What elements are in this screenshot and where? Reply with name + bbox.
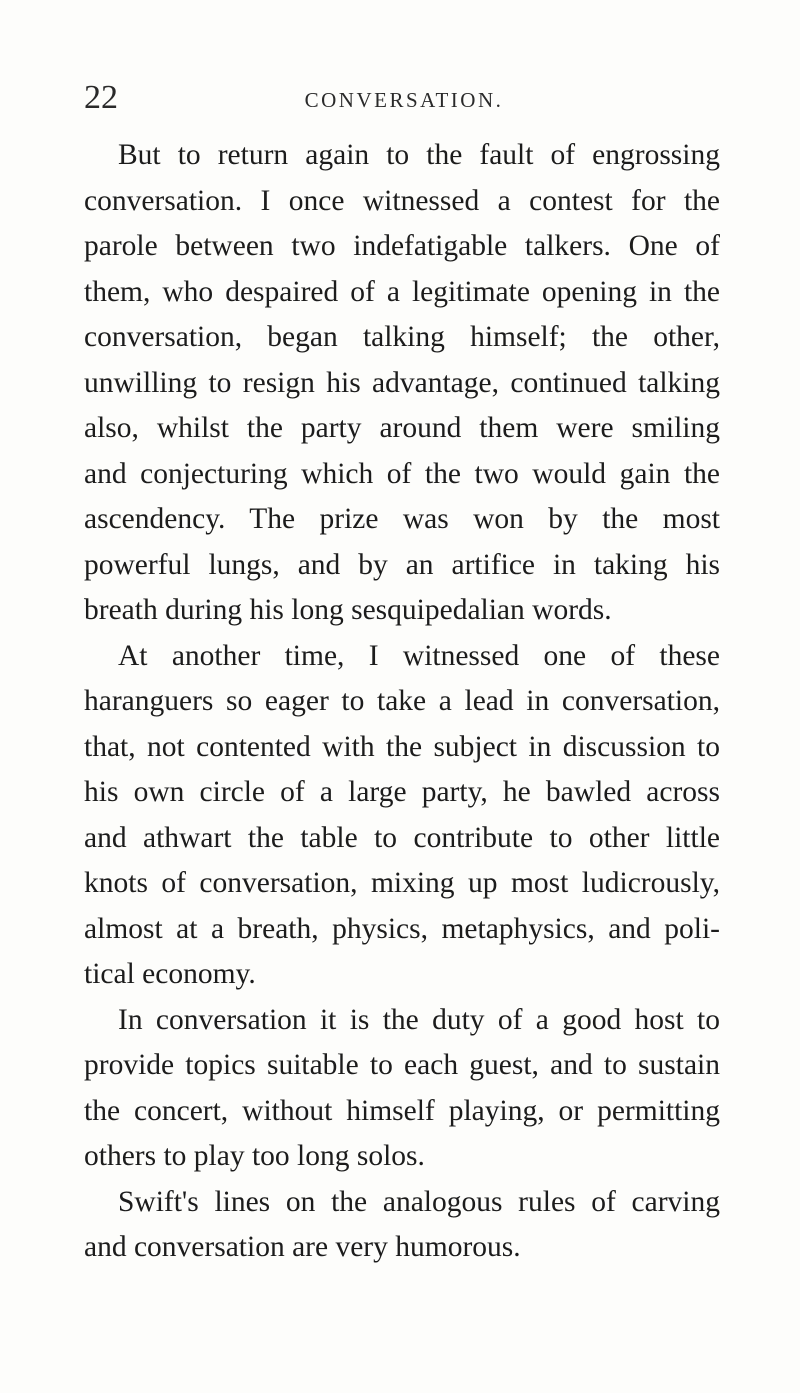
text-line: tical economy. bbox=[84, 958, 256, 990]
paragraph-4 bbox=[84, 1180, 720, 1271]
paragraph-1 bbox=[84, 133, 720, 634]
text-line: powerful lungs, and by an artifice in taking his bbox=[84, 548, 720, 581]
page-header bbox=[84, 78, 724, 118]
text-line: others to play too long solos. bbox=[84, 1140, 425, 1172]
paragraph-2 bbox=[84, 634, 720, 998]
text-line: and conjecturing which of the two would gain the bbox=[84, 457, 720, 490]
body-text bbox=[84, 133, 720, 1271]
text-line: conversation, began talking himself; the other, bbox=[84, 321, 720, 353]
text-line: them, who despaired of a legitimate opening in the bbox=[84, 275, 720, 308]
text-line: also, whilst the party around them were smiling bbox=[84, 412, 720, 444]
page-number: 22 bbox=[84, 79, 118, 116]
text-line: breath during his long sesquipedalian words. bbox=[84, 594, 612, 626]
paragraph-3 bbox=[84, 998, 720, 1180]
text-line: In conversation it is the duty of a good host to bbox=[118, 1003, 720, 1036]
text-line: knots of conversation, mixing up most ludicrously, bbox=[84, 867, 720, 899]
running-title: CONVERSATION. bbox=[304, 88, 504, 112]
text-line: ascendency. The prize was won by the most bbox=[84, 503, 720, 535]
text-line: provide topics suitable to each guest, and to sustain bbox=[84, 1049, 720, 1081]
text-line: At another time, I witnessed one of these bbox=[118, 639, 720, 672]
text-line: But to return again to the fault of engrossing bbox=[118, 139, 720, 171]
text-line: unwilling to resign his advantage, continued talking bbox=[84, 366, 720, 399]
text-line: and athwart the table to contribute to other little bbox=[84, 821, 720, 854]
text-line: almost at a breath, physics, metaphysics, and poli- bbox=[84, 912, 720, 945]
text-line: conversation. I once witnessed a contest for the bbox=[84, 184, 720, 217]
text-line: Swift's lines on the analogous rules of carving bbox=[118, 1185, 720, 1218]
text-line: haranguers so eager to take a lead in conversation, bbox=[84, 685, 720, 717]
text-line: his own circle of a large party, he bawled across bbox=[84, 776, 720, 808]
text-line: that, not contented with the subject in discussion to bbox=[84, 730, 720, 763]
text-line: parole between two indefatigable talkers. One of bbox=[84, 230, 720, 262]
text-line: and conversation are very humorous. bbox=[84, 1231, 521, 1263]
text-line: the concert, without himself playing, or permitting bbox=[84, 1094, 720, 1127]
